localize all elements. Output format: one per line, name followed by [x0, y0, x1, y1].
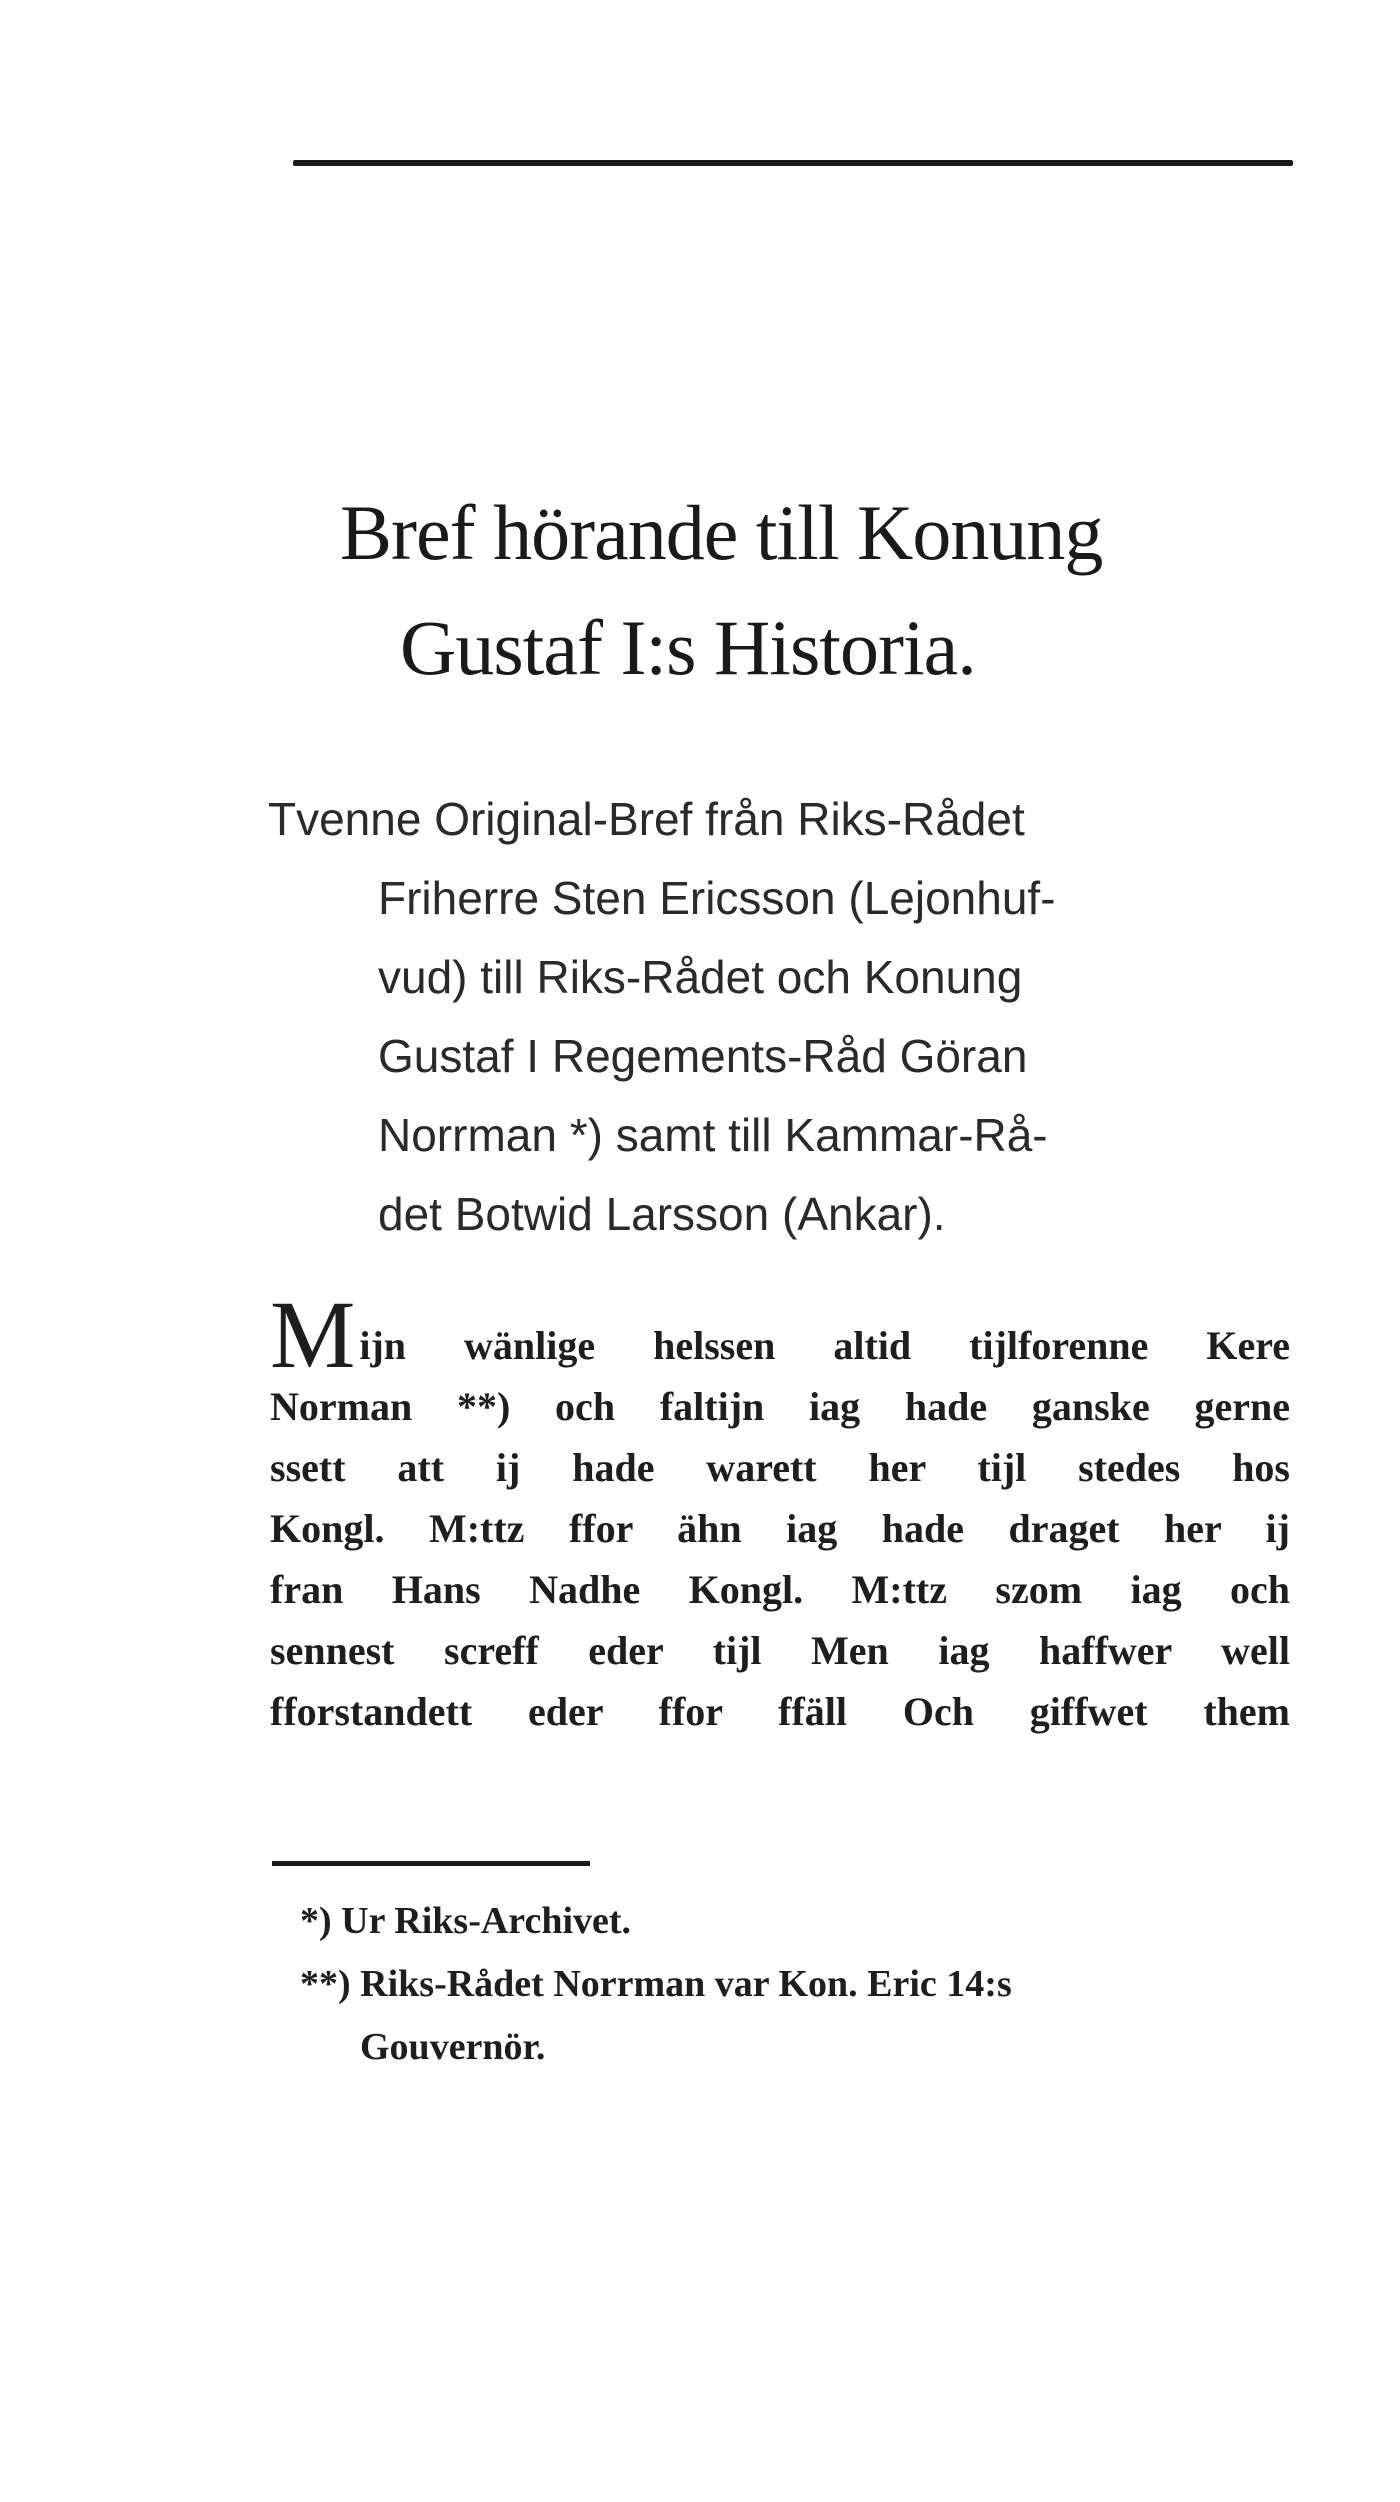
description-line: vud) till Riks-Rådet och Konung	[378, 951, 1023, 1003]
footnote-1: *) Ur Riks-Archivet.	[300, 1900, 632, 1942]
footnote-2: **) Riks-Rådet Norrman var Kon. Eric 14:s	[300, 1963, 1012, 2005]
letter-line: fforstandett eder ffor ffäll Och giffwet them	[270, 1689, 1290, 1734]
header-rule	[293, 160, 1293, 166]
footnotes	[300, 1890, 1300, 2079]
description-line: Gustaf I Regements-Råd Göran	[378, 1030, 1028, 1082]
title-line-1: Bref hörande till Konung	[340, 489, 1103, 576]
letter-body	[270, 1281, 1290, 1742]
letter-line: sennest screff eder tijl Men iag haffwer well	[270, 1628, 1290, 1673]
footnote-2-continued: Gouvernör.	[360, 2026, 546, 2068]
letter-line	[270, 1281, 1290, 1388]
drop-cap: M	[270, 1281, 356, 1388]
description-line: Friherre Sten Ericsson (Lejonhuf-	[378, 872, 1056, 924]
document-description	[268, 780, 1288, 1254]
page-title	[340, 475, 1300, 705]
footnote-rule	[272, 1861, 590, 1866]
letter-line-text: ijn wänlige helssen altid tijlforenne Kere	[359, 1323, 1290, 1368]
description-line: Norrman *) samt till Kammar-Rå-	[378, 1109, 1048, 1161]
description-line: Tvenne Original-Bref från Riks-Rådet	[268, 793, 1025, 845]
letter-line: fran Hans Nadhe Kongl. M:ttz szom iag och	[270, 1567, 1290, 1612]
letter-line: Kongl. M:ttz ffor ähn iag hade draget her ij	[270, 1506, 1290, 1551]
description-line: det Botwid Larsson (Ankar).	[378, 1188, 946, 1240]
letter-line: ssett att ij hade warett her tijl stedes hos	[270, 1445, 1290, 1490]
title-line-2: Gustaf I:s Historia.	[400, 604, 976, 691]
letter-line: Norman **) och faltijn iag hade ganske gerne	[270, 1384, 1290, 1429]
